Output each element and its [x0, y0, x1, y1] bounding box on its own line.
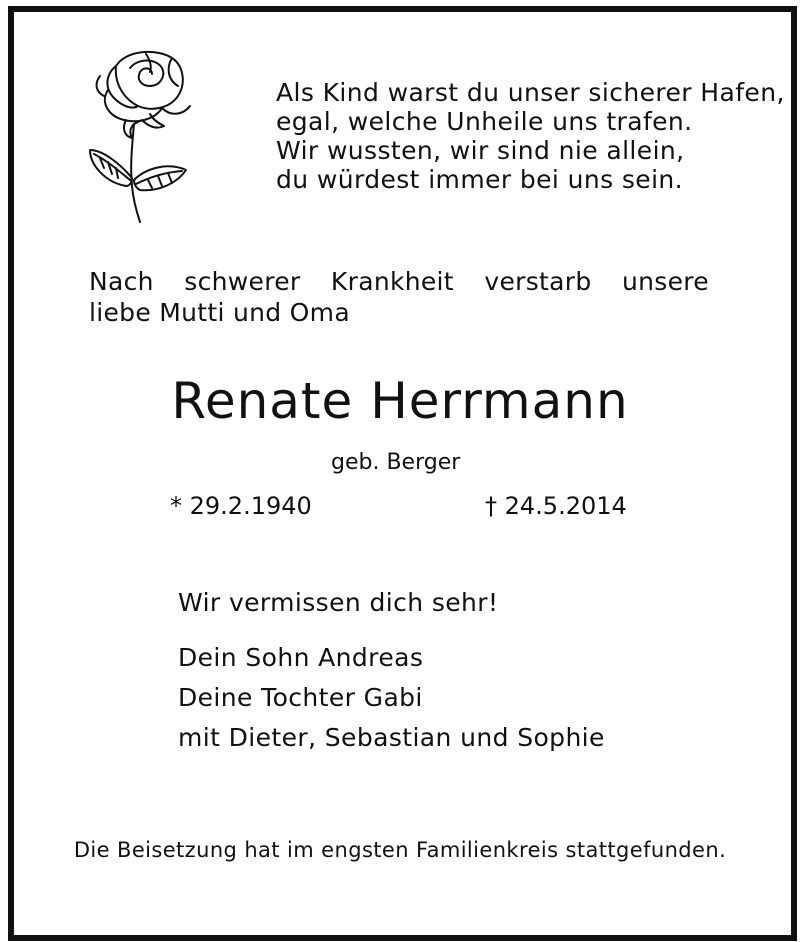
mourner-line: Deine Tochter Gabi: [178, 683, 423, 712]
closing-section: [178, 588, 605, 758]
death-date: † 24.5.2014: [485, 492, 627, 520]
rose-icon: [86, 46, 204, 224]
closing-message: Wir vermissen dich sehr!: [178, 588, 499, 617]
birth-date: * 29.2.1940: [170, 492, 312, 520]
deceased-name: Renate Herrmann: [171, 372, 629, 430]
intro-word: Nach: [89, 267, 154, 296]
intro-line-2: liebe Mutti und Oma: [89, 298, 350, 327]
maiden-name: geb. Berger: [331, 450, 461, 475]
intro-text: [89, 266, 709, 328]
intro-word: schwerer: [184, 267, 301, 296]
poem-line: du würdest immer bei uns sein.: [276, 165, 684, 194]
poem-line: egal, welche Unheile uns trafen.: [276, 107, 693, 136]
poem-line: Wir wussten, wir sind nie allein,: [276, 136, 685, 165]
intro-word: Krankheit: [330, 267, 454, 296]
poem-line: Als Kind warst du unser sicherer Hafen,: [276, 78, 785, 107]
burial-note: Die Beisetzung hat im engsten Familienkreis stattgefunden.: [73, 838, 727, 862]
mourner-line: Dein Sohn Andreas: [178, 643, 424, 672]
intro-word: verstarb: [484, 267, 592, 296]
intro-word: unsere: [621, 267, 709, 296]
mourner-line: mit Dieter, Sebastian und Sophie: [178, 723, 605, 752]
poem: [276, 78, 785, 194]
intro-line-1: [89, 266, 709, 297]
